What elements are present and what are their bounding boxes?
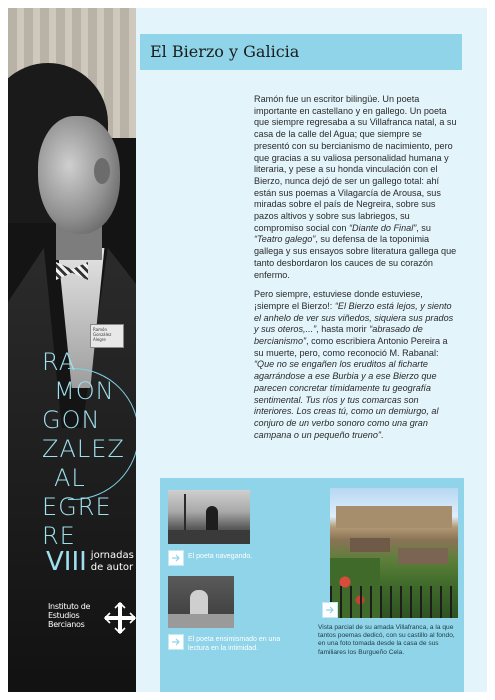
institute-name: Instituto de Estudios Bercianos bbox=[48, 602, 91, 629]
arrow-right-icon bbox=[325, 605, 335, 615]
author-name bbox=[42, 348, 132, 551]
name-line: ZALEZ bbox=[42, 435, 125, 463]
name-line: EGRE bbox=[42, 493, 112, 521]
paragraph-2 bbox=[254, 289, 459, 441]
p1-text-end: , su defensa de la toponimia gallega y sus ensayos sobre literatura gallega que tanto desbordaron los cauces de su corazón enfermo. bbox=[254, 234, 457, 280]
p2-text: Pero siempre, estuviese donde estuviese, ¡siempre el Bierzo!: bbox=[254, 289, 423, 311]
caption-villafranca: Vista parcial de su amada Villafranca, a la que tantos poemas dedicó, con su castillo al fondo, en una foto tomada desde la casa de sus familiares los Burgueño Cela. bbox=[318, 624, 455, 656]
photo-gallery bbox=[160, 478, 464, 692]
name-line: GON bbox=[42, 406, 101, 434]
cover-photo-strip bbox=[8, 8, 136, 692]
name-line: RE bbox=[42, 522, 76, 550]
caption-arrow bbox=[168, 634, 184, 650]
arrow-right-icon bbox=[171, 553, 181, 563]
arrow-right-icon bbox=[171, 637, 181, 647]
caption-arrow bbox=[168, 550, 184, 566]
castle bbox=[336, 506, 452, 528]
cross-emblem-icon bbox=[104, 602, 136, 634]
article-panel bbox=[136, 8, 487, 692]
p2-quote-bierzo: “El Bierzo está lejos, y siento el anhelo de ver sus viñedos, siquiera sus prados y sus oteros,...” bbox=[254, 300, 454, 335]
jornadas-label: jornadas de autor bbox=[90, 550, 134, 573]
name-badge bbox=[90, 324, 124, 348]
p1-text: Ramón fue un escritor bilingüe. Un poeta importante en castellano y en gallego. Un poeta que siempre regresaba a su Villafranca natal, a su casa de la calle del Agua; que siempre se presentó con su bercianismo de nacimiento, pero que gracias a su valiosa personalidad humana y literaria, y pese a su honda vinculación con el Bierzo, nunca dejó de ser un gallego total: ahí están sus poemas a Vilagarcía de Arousa, sus miradas sobre el país de Negreira, sobre sus pazos altivos y sobre sus labriegos, su compromiso social con bbox=[254, 94, 457, 233]
photo-reading bbox=[168, 576, 234, 628]
name-line: MON bbox=[54, 377, 115, 405]
boat-hull bbox=[168, 530, 250, 544]
name-line: RA bbox=[42, 348, 77, 376]
p1-quote-diante: “Diante do Final” bbox=[349, 222, 417, 233]
poet-ear bbox=[94, 158, 110, 184]
name-line: AL bbox=[54, 464, 86, 492]
p1-text-mid: , su bbox=[416, 222, 431, 233]
roof bbox=[350, 538, 390, 552]
balcony-rail bbox=[330, 586, 458, 618]
jornadas-de-autor bbox=[46, 548, 136, 576]
page-title: El Bierzo y Galicia bbox=[150, 42, 300, 61]
p1-quote-teatro: “Teatro galego” bbox=[254, 234, 316, 245]
caption-arrow bbox=[322, 602, 338, 618]
caption-reading: El poeta ensimismado en una lectura en la intimidad. bbox=[188, 636, 281, 652]
p2-text-mid2: , como escribiera Antonio Pereira a su muerte, pero, como reconoció M. Rabanal: bbox=[254, 336, 448, 358]
p2-quote-rabanal: “Que no se engañen los eruditos al ficharte agarrándose a ese Burbia y a ese Bierzo que parecen concretar tímidamente tu geografía sentimental. Tus ríos y tus comarcas son interiores. Los creas tú, como un demiurgo, al conjuro de un verbo sonoro como una gran campana o un pequeño trueno” bbox=[254, 359, 439, 440]
roof bbox=[398, 548, 448, 564]
p2-quote-abrasado: “abrasado de bercianismo” bbox=[254, 324, 423, 347]
caption-sailing: El poeta navegando. bbox=[188, 553, 253, 560]
jornadas-number: VIII bbox=[46, 547, 87, 577]
institute-logo bbox=[48, 600, 136, 640]
article-body bbox=[254, 94, 459, 449]
badge-text: Ramón González Alegre bbox=[93, 327, 112, 342]
photo-sailing bbox=[168, 490, 250, 544]
reading-table bbox=[168, 614, 234, 628]
paragraph-1 bbox=[254, 94, 459, 281]
title-bar bbox=[140, 34, 462, 70]
p2-text-mid1: , hasta morir bbox=[316, 324, 370, 335]
photo-villafranca bbox=[330, 488, 458, 618]
p2-text-end: . bbox=[380, 429, 384, 440]
